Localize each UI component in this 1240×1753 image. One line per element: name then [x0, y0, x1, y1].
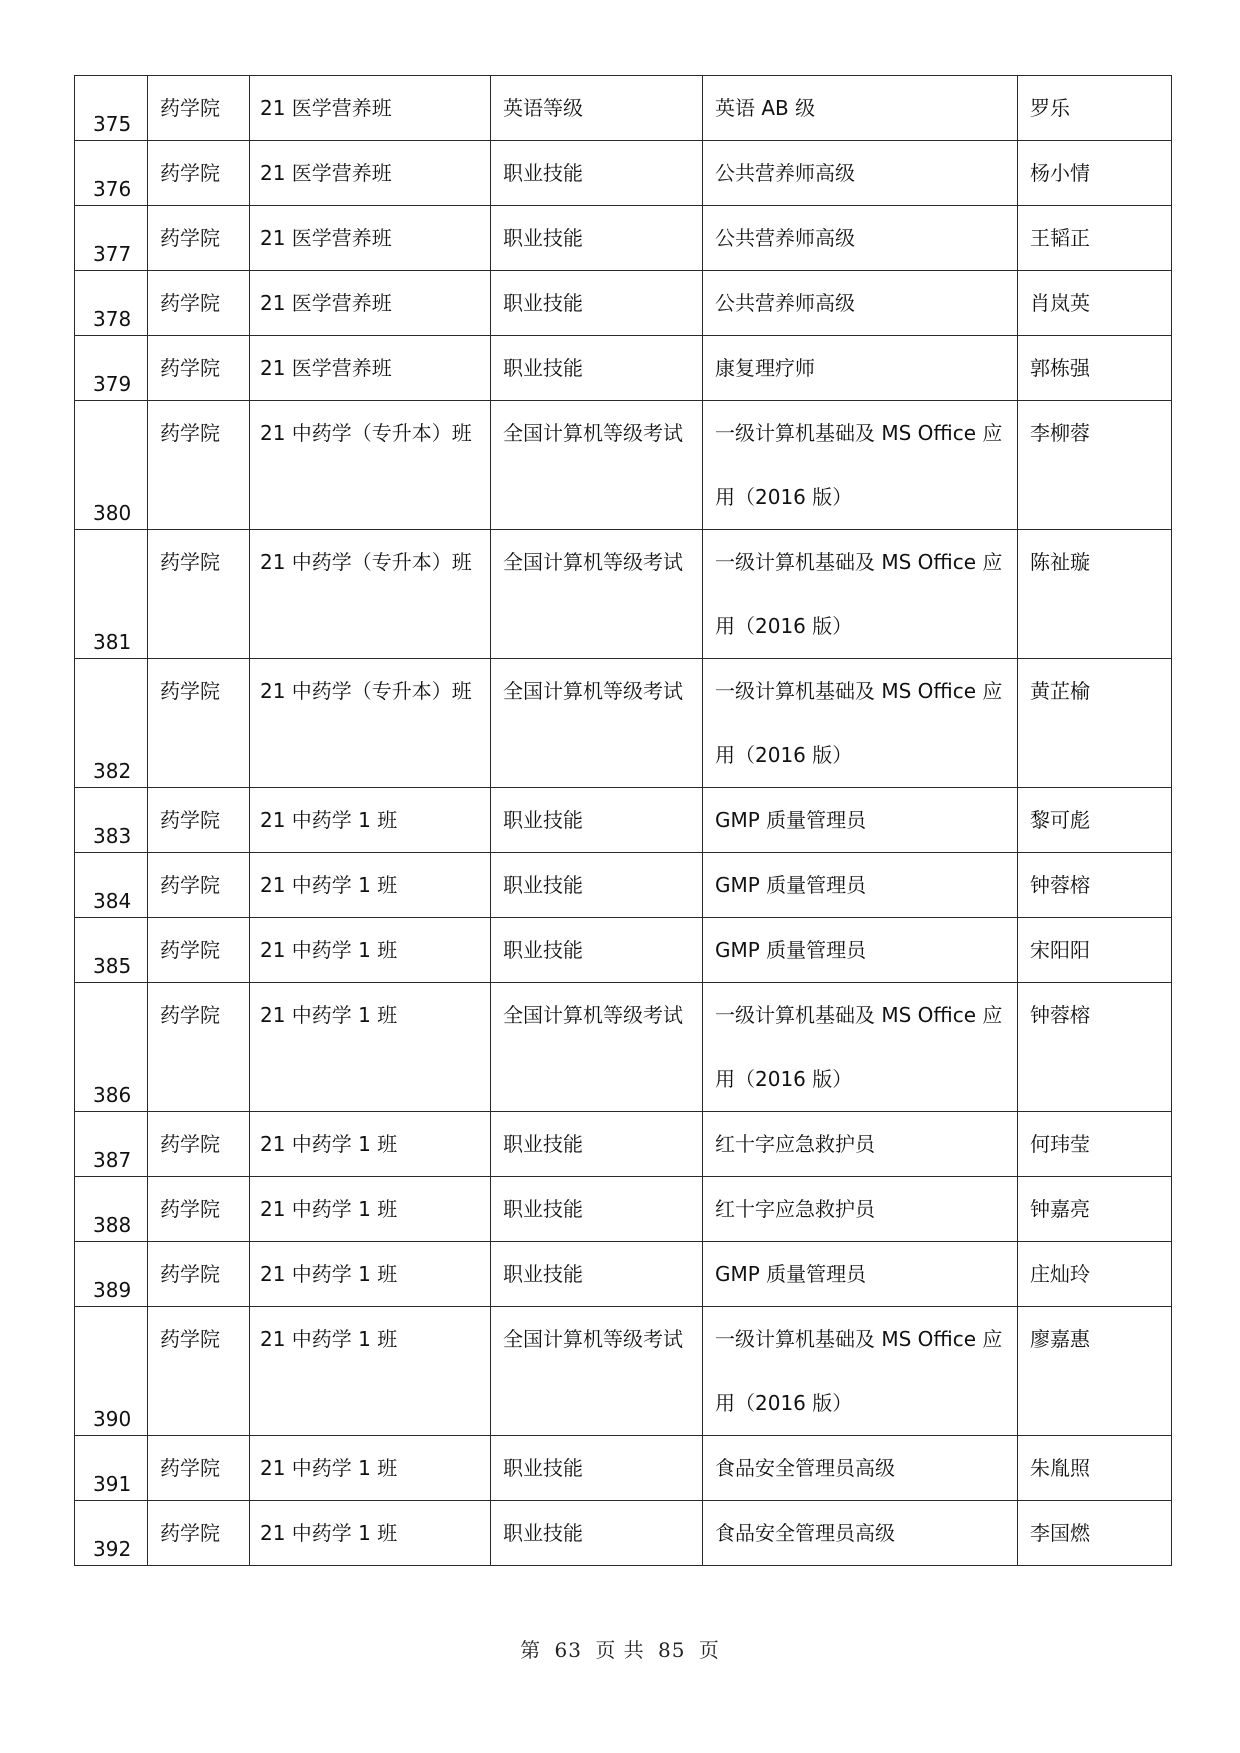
college-cell: 药学院 — [148, 1112, 250, 1177]
footer-suffix: 页 — [698, 1638, 720, 1662]
class-cell: 21 中药学 1 班 — [250, 1307, 491, 1436]
student-name-cell: 王韬正 — [1018, 206, 1172, 271]
college-cell: 药学院 — [148, 659, 250, 788]
certificate-line: 用（2016 版） — [715, 485, 853, 509]
class-cell: 21 中药学（专升本）班 — [250, 401, 491, 530]
class-cell: 21 中药学 1 班 — [250, 918, 491, 983]
college-cell: 药学院 — [148, 1501, 250, 1566]
college-cell: 药学院 — [148, 76, 250, 141]
class-cell: 21 中药学 1 班 — [250, 788, 491, 853]
certificate-line: GMP 质量管理员 — [715, 873, 867, 897]
row-number: 377 — [75, 206, 148, 271]
row-number: 390 — [75, 1307, 148, 1436]
class-cell: 21 中药学（专升本）班 — [250, 659, 491, 788]
category-cell: 职业技能 — [491, 141, 703, 206]
class-cell: 21 医学营养班 — [250, 141, 491, 206]
table-row — [75, 1501, 1172, 1566]
certificate-line: 公共营养师高级 — [715, 226, 855, 250]
certificate-cell — [703, 1501, 1018, 1566]
footer-prefix: 第 — [520, 1638, 542, 1662]
row-number: 384 — [75, 853, 148, 918]
row-number: 388 — [75, 1177, 148, 1242]
certificate-cell — [703, 1112, 1018, 1177]
student-name-cell: 陈祉璇 — [1018, 530, 1172, 659]
certificate-line: 用（2016 版） — [715, 743, 853, 767]
row-number: 379 — [75, 336, 148, 401]
student-name-cell: 黄芷榆 — [1018, 659, 1172, 788]
student-name-cell: 罗乐 — [1018, 76, 1172, 141]
certificate-cell — [703, 76, 1018, 141]
table-row — [75, 76, 1172, 141]
certificate-cell — [703, 659, 1018, 788]
certificate-line: GMP 质量管理员 — [715, 1262, 867, 1286]
student-name-cell: 廖嘉惠 — [1018, 1307, 1172, 1436]
category-cell: 全国计算机等级考试 — [491, 983, 703, 1112]
category-cell: 全国计算机等级考试 — [491, 659, 703, 788]
class-cell: 21 中药学 1 班 — [250, 1112, 491, 1177]
row-number: 376 — [75, 141, 148, 206]
category-cell: 职业技能 — [491, 271, 703, 336]
class-cell: 21 中药学 1 班 — [250, 1177, 491, 1242]
certificate-cell — [703, 401, 1018, 530]
certificate-line: 用（2016 版） — [715, 1067, 853, 1091]
college-cell: 药学院 — [148, 918, 250, 983]
student-name-cell: 郭栋强 — [1018, 336, 1172, 401]
college-cell: 药学院 — [148, 1436, 250, 1501]
college-cell: 药学院 — [148, 530, 250, 659]
table-row — [75, 336, 1172, 401]
college-cell: 药学院 — [148, 206, 250, 271]
student-name-cell: 庄灿玲 — [1018, 1242, 1172, 1307]
table-row — [75, 141, 1172, 206]
certificate-cell — [703, 788, 1018, 853]
table-row — [75, 530, 1172, 659]
certificate-line: 康复理疗师 — [715, 356, 815, 380]
college-cell: 药学院 — [148, 336, 250, 401]
college-cell: 药学院 — [148, 1177, 250, 1242]
category-cell: 全国计算机等级考试 — [491, 1307, 703, 1436]
student-name-cell: 朱胤照 — [1018, 1436, 1172, 1501]
class-cell: 21 中药学 1 班 — [250, 983, 491, 1112]
class-cell: 21 医学营养班 — [250, 76, 491, 141]
certificate-line: 红十字应急救护员 — [715, 1132, 875, 1156]
category-cell: 职业技能 — [491, 1177, 703, 1242]
certificate-cell — [703, 336, 1018, 401]
table-row — [75, 1177, 1172, 1242]
table-row — [75, 401, 1172, 530]
table-row — [75, 918, 1172, 983]
category-cell: 全国计算机等级考试 — [491, 530, 703, 659]
category-cell: 英语等级 — [491, 76, 703, 141]
table-row — [75, 206, 1172, 271]
certificate-cell — [703, 918, 1018, 983]
college-cell: 药学院 — [148, 271, 250, 336]
certificate-cell — [703, 1177, 1018, 1242]
certificate-line: 红十字应急救护员 — [715, 1197, 875, 1221]
category-cell: 职业技能 — [491, 1501, 703, 1566]
college-cell: 药学院 — [148, 1307, 250, 1436]
certificate-cell — [703, 1242, 1018, 1307]
category-cell: 职业技能 — [491, 206, 703, 271]
row-number: 380 — [75, 401, 148, 530]
category-cell: 职业技能 — [491, 1242, 703, 1307]
certificate-cell — [703, 271, 1018, 336]
class-cell: 21 医学营养班 — [250, 271, 491, 336]
college-cell: 药学院 — [148, 788, 250, 853]
certificate-line: 用（2016 版） — [715, 614, 853, 638]
college-cell: 药学院 — [148, 401, 250, 530]
table-body — [75, 76, 1172, 1566]
certificate-cell — [703, 983, 1018, 1112]
student-name-cell: 钟蓉榕 — [1018, 853, 1172, 918]
table-row — [75, 1307, 1172, 1436]
certificate-line: GMP 质量管理员 — [715, 808, 867, 832]
row-number: 391 — [75, 1436, 148, 1501]
student-name-cell: 宋阳阳 — [1018, 918, 1172, 983]
table-row — [75, 853, 1172, 918]
student-name-cell: 黎可彪 — [1018, 788, 1172, 853]
student-name-cell: 钟嘉亮 — [1018, 1177, 1172, 1242]
certificate-line: 一级计算机基础及 MS Office 应 — [715, 679, 1003, 703]
row-number: 378 — [75, 271, 148, 336]
row-number: 386 — [75, 983, 148, 1112]
class-cell: 21 医学营养班 — [250, 336, 491, 401]
certificate-line: 公共营养师高级 — [715, 161, 855, 185]
row-number: 381 — [75, 530, 148, 659]
college-cell: 药学院 — [148, 983, 250, 1112]
table-row — [75, 788, 1172, 853]
table-row — [75, 659, 1172, 788]
category-cell: 职业技能 — [491, 853, 703, 918]
row-number: 385 — [75, 918, 148, 983]
category-cell: 全国计算机等级考试 — [491, 401, 703, 530]
certificate-cell — [703, 1436, 1018, 1501]
category-cell: 职业技能 — [491, 1112, 703, 1177]
category-cell: 职业技能 — [491, 788, 703, 853]
table-row — [75, 1112, 1172, 1177]
student-name-cell: 李柳蓉 — [1018, 401, 1172, 530]
college-cell: 药学院 — [148, 141, 250, 206]
certificate-line: 一级计算机基础及 MS Office 应 — [715, 1327, 1003, 1351]
footer-page-number: 63 — [554, 1638, 582, 1662]
class-cell: 21 医学营养班 — [250, 206, 491, 271]
certificate-line: 英语 AB 级 — [715, 96, 816, 120]
row-number: 389 — [75, 1242, 148, 1307]
class-cell: 21 中药学 1 班 — [250, 1501, 491, 1566]
row-number: 375 — [75, 76, 148, 141]
certificate-table — [74, 75, 1172, 1566]
table-row — [75, 983, 1172, 1112]
row-number: 382 — [75, 659, 148, 788]
footer-total-pages: 85 — [658, 1638, 686, 1662]
student-name-cell: 李国燃 — [1018, 1501, 1172, 1566]
table-row — [75, 1242, 1172, 1307]
college-cell: 药学院 — [148, 853, 250, 918]
certificate-line: 食品安全管理员高级 — [715, 1456, 895, 1480]
category-cell: 职业技能 — [491, 336, 703, 401]
certificate-line: 一级计算机基础及 MS Office 应 — [715, 550, 1003, 574]
student-name-cell: 肖岚英 — [1018, 271, 1172, 336]
page-footer — [0, 1634, 1240, 1663]
class-cell: 21 中药学 1 班 — [250, 853, 491, 918]
certificate-line: 一级计算机基础及 MS Office 应 — [715, 421, 1003, 445]
certificate-line: 食品安全管理员高级 — [715, 1521, 895, 1545]
certificate-cell — [703, 141, 1018, 206]
class-cell: 21 中药学 1 班 — [250, 1242, 491, 1307]
table-row — [75, 1436, 1172, 1501]
certificate-cell — [703, 1307, 1018, 1436]
class-cell: 21 中药学（专升本）班 — [250, 530, 491, 659]
class-cell: 21 中药学 1 班 — [250, 1436, 491, 1501]
row-number: 387 — [75, 1112, 148, 1177]
row-number: 383 — [75, 788, 148, 853]
category-cell: 职业技能 — [491, 918, 703, 983]
certificate-line: 公共营养师高级 — [715, 291, 855, 315]
table-row — [75, 271, 1172, 336]
certificate-line: GMP 质量管理员 — [715, 938, 867, 962]
student-name-cell: 钟蓉榕 — [1018, 983, 1172, 1112]
certificate-cell — [703, 206, 1018, 271]
certificate-line: 用（2016 版） — [715, 1391, 853, 1415]
certificate-cell — [703, 530, 1018, 659]
footer-middle: 页 共 — [595, 1638, 645, 1662]
certificate-line: 一级计算机基础及 MS Office 应 — [715, 1003, 1003, 1027]
student-name-cell: 何玮莹 — [1018, 1112, 1172, 1177]
row-number: 392 — [75, 1501, 148, 1566]
certificate-cell — [703, 853, 1018, 918]
college-cell: 药学院 — [148, 1242, 250, 1307]
category-cell: 职业技能 — [491, 1436, 703, 1501]
student-name-cell: 杨小情 — [1018, 141, 1172, 206]
